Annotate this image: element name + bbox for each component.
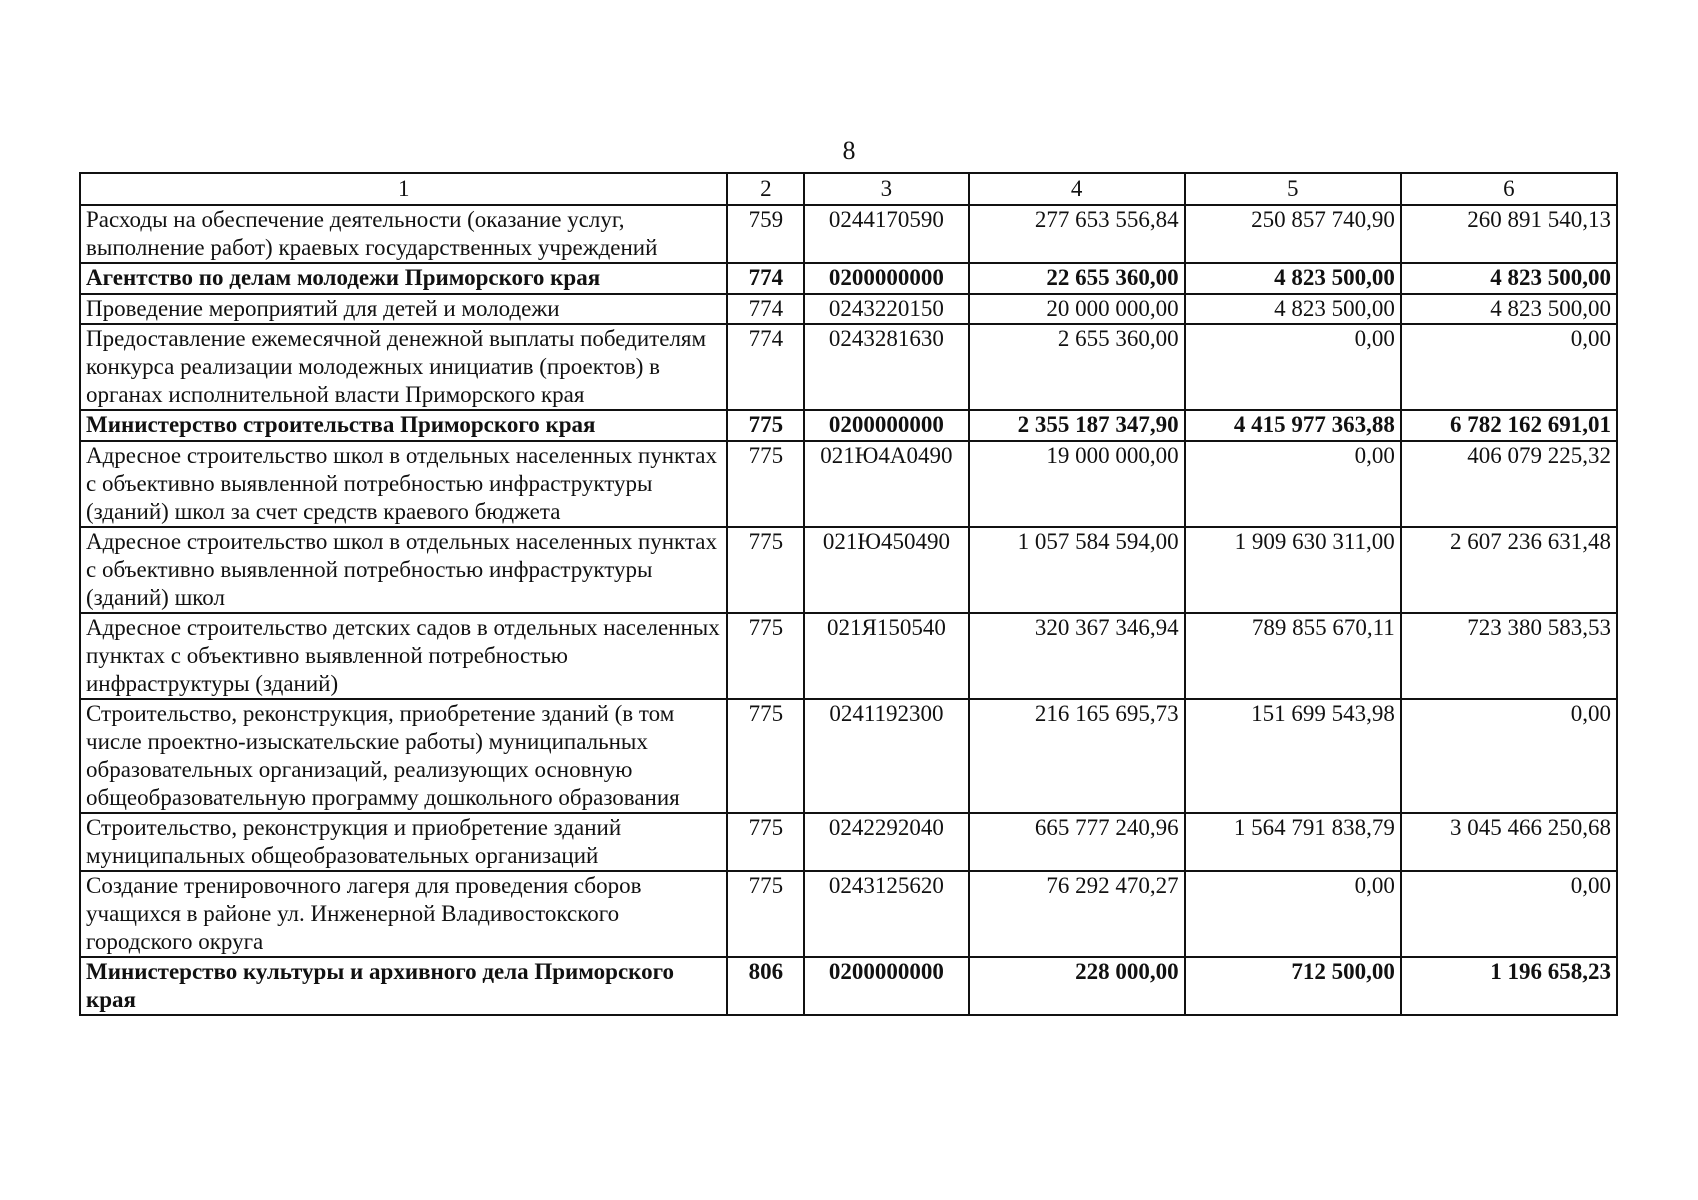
amount-column-6-cell: 3 045 466 250,68 <box>1401 813 1617 871</box>
amount-column-4-cell: 22 655 360,00 <box>969 263 1185 294</box>
amount-column-4-cell: 19 000 000,00 <box>969 441 1185 527</box>
column-header-2: 2 <box>727 173 804 205</box>
amount-column-6-cell: 2 607 236 631,48 <box>1401 527 1617 613</box>
amount-column-6-cell: 406 079 225,32 <box>1401 441 1617 527</box>
amount-column-6-cell: 4 823 500,00 <box>1401 263 1617 294</box>
expense-name-cell: Предоставление ежемесячной денежной выплаты победителям конкурса реализации молодежных инициатив (проектов) в органах исполнительной власти Приморского края <box>80 324 727 410</box>
amount-column-4-cell: 76 292 470,27 <box>969 871 1185 957</box>
expense-name-cell: Расходы на обеспечение деятельности (оказание услуг, выполнение работ) краевых государственных учреждений <box>80 205 727 263</box>
amount-column-6-cell: 0,00 <box>1401 699 1617 813</box>
column-header-5: 5 <box>1185 173 1401 205</box>
amount-column-5-cell: 1 909 630 311,00 <box>1185 527 1401 613</box>
column-header-1: 1 <box>80 173 727 205</box>
table-row <box>80 613 1617 699</box>
table-row <box>80 699 1617 813</box>
target-article-cell: 0243220150 <box>804 294 968 324</box>
amount-column-4-cell: 228 000,00 <box>969 957 1185 1015</box>
table-row <box>80 324 1617 410</box>
column-header-4: 4 <box>969 173 1185 205</box>
column-number-header-row <box>80 173 1617 205</box>
department-code-cell: 775 <box>727 613 804 699</box>
expense-name-cell: Министерство строительства Приморского края <box>80 410 727 441</box>
amount-column-4-cell: 1 057 584 594,00 <box>969 527 1185 613</box>
table-row-total <box>80 957 1617 1015</box>
expense-name-cell: Адресное строительство школ в отдельных населенных пунктах с объективно выявленной потребностью инфраструктуры (зданий) школ <box>80 527 727 613</box>
amount-column-4-cell: 665 777 240,96 <box>969 813 1185 871</box>
amount-column-5-cell: 1 564 791 838,79 <box>1185 813 1401 871</box>
table-row <box>80 527 1617 613</box>
budget-table <box>79 172 1618 1016</box>
expense-name-cell: Строительство, реконструкция, приобретение зданий (в том числе проектно-изыскательские работы) муниципальных образовательных организаций, реализующих основную общеобразовательную программу дошкольного образования <box>80 699 727 813</box>
amount-column-6-cell: 0,00 <box>1401 871 1617 957</box>
department-code-cell: 806 <box>727 957 804 1015</box>
expense-name-cell: Адресное строительство школ в отдельных населенных пунктах с объективно выявленной потребностью инфраструктуры (зданий) школ за счет средств краевого бюджета <box>80 441 727 527</box>
amount-column-5-cell: 4 823 500,00 <box>1185 294 1401 324</box>
department-code-cell: 774 <box>727 294 804 324</box>
amount-column-5-cell: 712 500,00 <box>1185 957 1401 1015</box>
amount-column-5-cell: 151 699 543,98 <box>1185 699 1401 813</box>
department-code-cell: 759 <box>727 205 804 263</box>
table-row <box>80 441 1617 527</box>
amount-column-5-cell: 0,00 <box>1185 871 1401 957</box>
expense-name-cell: Проведение мероприятий для детей и молодежи <box>80 294 727 324</box>
amount-column-5-cell: 789 855 670,11 <box>1185 613 1401 699</box>
amount-column-5-cell: 4 415 977 363,88 <box>1185 410 1401 441</box>
expense-name-cell: Создание тренировочного лагеря для проведения сборов учащихся в районе ул. Инженерной Владивостокского городского округа <box>80 871 727 957</box>
target-article-cell: 0244170590 <box>804 205 968 263</box>
amount-column-6-cell: 1 196 658,23 <box>1401 957 1617 1015</box>
table-row <box>80 205 1617 263</box>
department-code-cell: 774 <box>727 263 804 294</box>
target-article-cell: 0200000000 <box>804 263 968 294</box>
column-header-6: 6 <box>1401 173 1617 205</box>
department-code-cell: 775 <box>727 410 804 441</box>
expense-name-cell: Агентство по делам молодежи Приморского края <box>80 263 727 294</box>
department-code-cell: 774 <box>727 324 804 410</box>
amount-column-4-cell: 2 655 360,00 <box>969 324 1185 410</box>
amount-column-6-cell: 4 823 500,00 <box>1401 294 1617 324</box>
table-row <box>80 294 1617 324</box>
amount-column-6-cell: 723 380 583,53 <box>1401 613 1617 699</box>
expense-name-cell: Министерство культуры и архивного дела Приморского края <box>80 957 727 1015</box>
amount-column-4-cell: 20 000 000,00 <box>969 294 1185 324</box>
amount-column-5-cell: 250 857 740,90 <box>1185 205 1401 263</box>
target-article-cell: 021Я150540 <box>804 613 968 699</box>
expense-name-cell: Адресное строительство детских садов в отдельных населенных пунктах с объективно выявленной потребностью инфраструктуры (зданий) <box>80 613 727 699</box>
department-code-cell: 775 <box>727 527 804 613</box>
amount-column-4-cell: 320 367 346,94 <box>969 613 1185 699</box>
amount-column-6-cell: 260 891 540,13 <box>1401 205 1617 263</box>
department-code-cell: 775 <box>727 441 804 527</box>
department-code-cell: 775 <box>727 813 804 871</box>
amount-column-4-cell: 277 653 556,84 <box>969 205 1185 263</box>
department-code-cell: 775 <box>727 699 804 813</box>
department-code-cell: 775 <box>727 871 804 957</box>
expense-name-cell: Строительство, реконструкция и приобретение зданий муниципальных общеобразовательных организаций <box>80 813 727 871</box>
table-row-total <box>80 410 1617 441</box>
target-article-cell: 0200000000 <box>804 957 968 1015</box>
page-number: 8 <box>842 136 856 165</box>
amount-column-4-cell: 2 355 187 347,90 <box>969 410 1185 441</box>
amount-column-6-cell: 6 782 162 691,01 <box>1401 410 1617 441</box>
target-article-cell: 021Ю4А0490 <box>804 441 968 527</box>
table-row <box>80 813 1617 871</box>
amount-column-5-cell: 0,00 <box>1185 441 1401 527</box>
table-row <box>80 871 1617 957</box>
target-article-cell: 0241192300 <box>804 699 968 813</box>
table-row-total <box>80 263 1617 294</box>
target-article-cell: 021Ю450490 <box>804 527 968 613</box>
target-article-cell: 0243125620 <box>804 871 968 957</box>
amount-column-5-cell: 0,00 <box>1185 324 1401 410</box>
target-article-cell: 0200000000 <box>804 410 968 441</box>
target-article-cell: 0243281630 <box>804 324 968 410</box>
amount-column-5-cell: 4 823 500,00 <box>1185 263 1401 294</box>
amount-column-6-cell: 0,00 <box>1401 324 1617 410</box>
column-header-3: 3 <box>804 173 968 205</box>
target-article-cell: 0242292040 <box>804 813 968 871</box>
amount-column-4-cell: 216 165 695,73 <box>969 699 1185 813</box>
